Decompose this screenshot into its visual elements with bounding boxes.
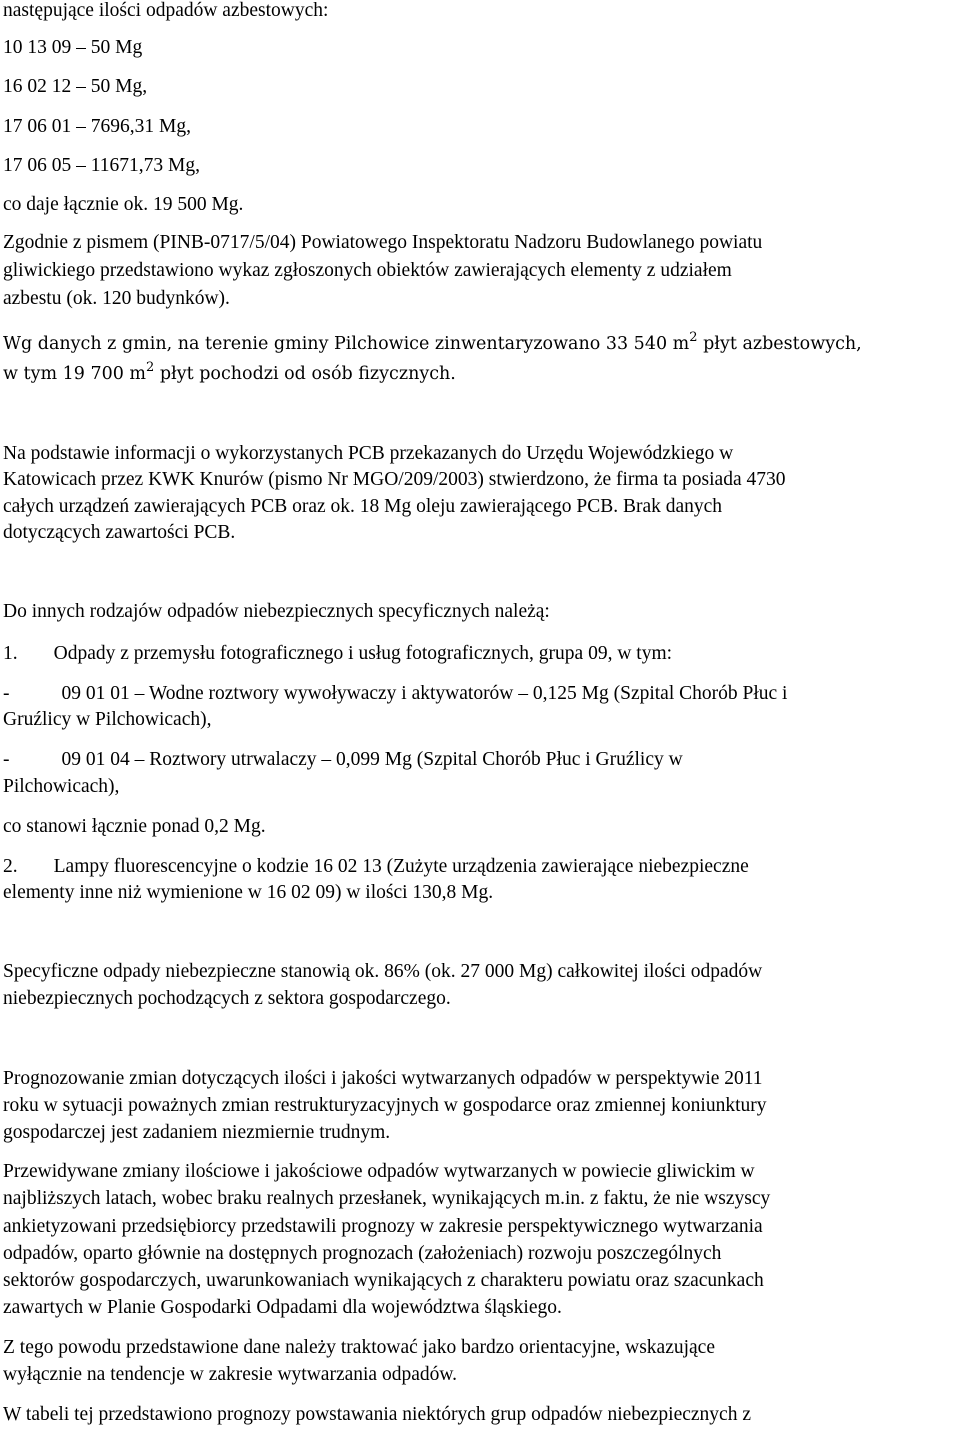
reason-line: wyłącznie na tendencje w zakresie wytwarzania odpadów. [3,1364,458,1385]
sub-item-1 [3,683,787,705]
list-text: 09 01 04 – Roztwory utrwalaczy – 0,099 Mg (Szpital Chorób Płuc i Gruźlicy w [61,749,683,770]
changes-line: odpadów, oparto głównie na dostępnych prognozach (założeniach) rozwoju poszczególnych [3,1243,722,1264]
asbestos-item: 10 13 09 – 50 Mg [3,37,143,58]
list-item-1 [3,643,672,665]
forecast-line: gospodarczej jest zadaniem niezmiernie trudnym. [3,1122,391,1143]
specific-line: niebezpiecznych pochodzących z sektora gospodarczego. [3,988,451,1009]
unit-superscript: 2 [146,360,155,375]
asbestos-item: 17 06 01 – 7696,31 Mg, [3,116,191,137]
sub-item-1-cont: Gruźlicy w Pilchowicach), [3,709,212,730]
plates-line-1 [3,330,862,355]
list-number: 2. [3,856,18,877]
specific-line: Specyficzne odpady niebezpieczne stanowią ok. 86% (ok. 27 000 Mg) całkowitej ilości odpadów [3,961,763,982]
reason-line: Z tego powodu przedstawione dane należy traktować jako bardzo orientacyjne, wskazujące [3,1337,715,1358]
list-item-2 [3,856,749,878]
list-text: Odpady z przemysłu fotograficznego i usług fotograficznych, grupa 09, w tym: [53,643,673,664]
forecast-line: Prognozowanie zmian dotyczących ilości i jakości wytwarzanych odpadów w perspektywie 2011 [3,1068,763,1089]
other-heading: Do innych rodzajów odpadów niebezpiecznych specyficznych należą: [3,601,550,622]
asbestos-total: co daje łącznie ok. 19 500 Mg. [3,194,244,215]
changes-line: ankietyzowani przedsiębiorcy przedstawili prognozy w zakresie perspektywicznego wytwarzania [3,1216,763,1237]
plates-text: w tym 19 700 m [3,364,147,384]
list-number: 1. [3,643,18,664]
pcb-line: dotyczących zawartości PCB. [3,522,236,543]
list-text: Lampy fluorescencyjne o kodzie 16 02 13 (Zużyte urządzenia zawierające niebezpieczne [53,856,749,877]
unit-superscript: 2 [689,330,698,345]
changes-line: najbliższych latach, wobec braku realnych przesłanek, wynikających m.in. z faktu, że nie wszyscy [3,1188,771,1209]
changes-line: Przewidywane zmiany ilościowe i jakościowe odpadów wytwarzanych w powiecie gliwickim w [3,1161,755,1182]
asbestos-item: 17 06 05 – 11671,73 Mg, [3,155,200,176]
asbestos-item: 16 02 12 – 50 Mg, [3,76,148,97]
forecast-line: roku w sytuacji poważnych zmian restrukturyzacyjnych w gospodarce oraz zmiennej koniunktury [3,1095,767,1116]
asbestos-intro: następujące ilości odpadów azbestowych: [3,0,329,21]
pcb-line: Na podstawie informacji o wykorzystanych PCB przekazanych do Urzędu Wojewódzkiego w [3,443,734,464]
plates-text: płyt pochodzi od osób fizycznych. [154,364,456,384]
pinb-line: gliwickiego przedstawiono wykaz zgłoszonych obiektów zawierających elementy z udziałem [3,260,732,281]
table-intro-line: W tabeli tej przedstawiono prognozy powstawania niektórych grup odpadów niebezpiecznych z [3,1404,751,1425]
list-item-2-cont: elementy inne niż wymienione w 16 02 09) w ilości 130,8 Mg. [3,882,494,903]
pinb-line: Zgodnie z pismem (PINB-0717/5/04) Powiatowego Inspektoratu Nadzoru Budowlanego powiatu [3,232,763,253]
sub-item-2-cont: Pilchowicach), [3,776,120,797]
sub-item-2 [3,749,683,771]
plates-text: Wg danych z gmin, na terenie gminy Pilchowice zinwentaryzowano 33 540 m [3,334,690,354]
changes-line: sektorów gospodarczych, uwarunkowaniach wynikających z charakteru powiatu oraz szacunkach [3,1270,764,1291]
pcb-line: Katowicach przez KWK Knurów (pismo Nr MGO/209/2003) stwierdzono, że firma ta posiada 4730 [3,469,786,490]
plates-text: płyt azbestowych, [697,334,862,354]
plates-line-2 [3,360,456,385]
list-dash: - [3,749,10,770]
pcb-line: całych urządzeń zawierających PCB oraz ok. 18 Mg oleju zawierającego PCB. Brak danych [3,496,723,517]
pinb-line: azbestu (ok. 120 budynków). [3,288,230,309]
sum-line: co stanowi łącznie ponad 0,2 Mg. [3,816,266,837]
changes-line: zawartych w Planie Gospodarki Odpadami dla województwa śląskiego. [3,1297,562,1318]
list-text: 09 01 01 – Wodne roztwory wywoływaczy i aktywatorów – 0,125 Mg (Szpital Chorób Płuc i [61,683,788,704]
list-dash: - [3,683,10,704]
